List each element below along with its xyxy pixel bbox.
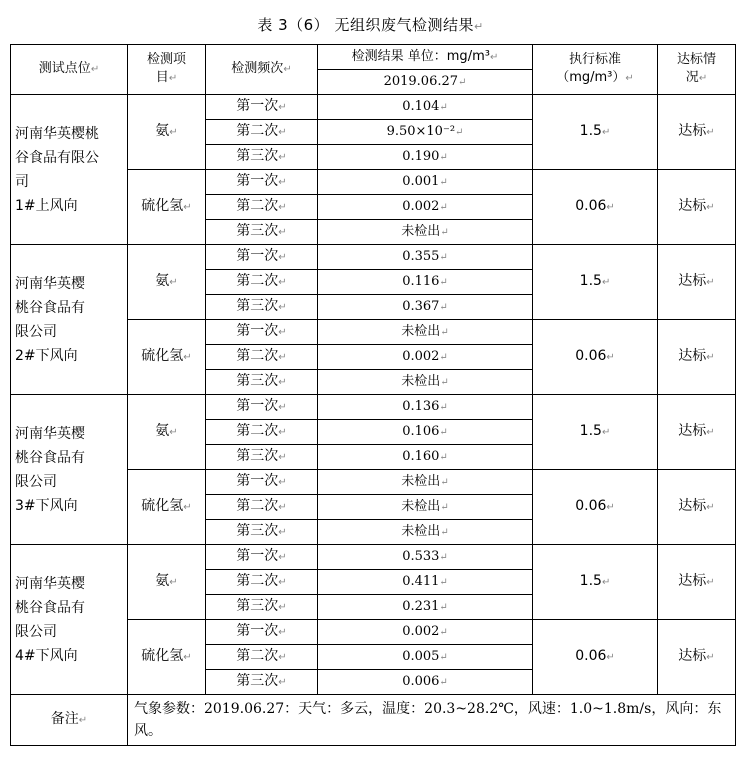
paragraph-mark-icon: ↵ [440,226,449,238]
paragraph-mark-icon: ↵ [278,452,287,463]
compliance-status [658,395,736,470]
paragraph-mark-icon: ↵ [183,652,192,663]
sampling-frequency [206,620,318,645]
measured-value [318,120,533,145]
measured-value-text: 0.106 [402,423,440,439]
table-row [11,395,736,420]
site-name-line: 河南华英樱桃 [15,125,99,142]
paragraph-mark-icon: ↵ [278,327,287,338]
header-compliance: 达标情 况↵ [658,45,736,95]
pollutant-item [128,470,206,545]
compliance-status-text: 达标 [678,123,707,139]
paragraph-mark-icon: ↵ [706,652,715,663]
site-name-line: 3#下风向 [15,497,78,514]
paragraph-mark-icon: ↵ [278,152,287,163]
compliance-status-text: 达标 [678,498,707,514]
paragraph-mark-icon: ↵ [278,527,287,538]
measured-value [318,145,533,170]
paragraph-mark-icon: ↵ [439,251,448,263]
measured-value-text: 未检出 [401,323,441,339]
pollutant-item-text: 氨 [155,423,170,439]
note-label [11,695,128,746]
paragraph-mark-icon: ↵ [278,677,287,688]
site-name-line: 2#下风向 [15,347,78,364]
measured-value-text: 未检出 [401,223,441,239]
site-name-line: 河南华英樱 [15,425,85,442]
site-name-line: 谷食品有限公 [15,149,99,166]
site-name-line: 限公司 [15,323,57,340]
site-name [11,545,128,695]
paragraph-mark-icon: ↵ [183,502,192,513]
paragraph-mark-icon: ↵ [278,502,287,513]
site-name [11,245,128,395]
standard-limit-text: 1.5 [579,423,602,439]
sampling-frequency-text: 第一次 [236,398,279,414]
compliance-status-text: 达标 [678,573,707,589]
measured-value [318,420,533,445]
measured-value [318,195,533,220]
paragraph-mark-icon: ↵ [169,277,178,288]
measured-value-text: 0.231 [402,598,440,614]
sampling-frequency [206,470,318,495]
site-name-line: 河南华英樱 [15,575,85,592]
site-name-line: 桃谷食品有 [15,299,85,316]
paragraph-mark-icon: ↵ [278,652,287,663]
paragraph-mark-icon: ↵ [278,177,287,188]
note-label-text: 备注 [50,711,79,727]
measured-value [318,320,533,345]
pollutant-item [128,245,206,320]
paragraph-mark-icon: ↵ [439,576,448,588]
site-name [11,395,128,545]
header-item: 检测项 目↵ [128,45,206,95]
measured-value-text: 9.50×10⁻² [386,123,456,139]
sampling-frequency-text: 第一次 [236,323,279,339]
measured-value-text: 0.001 [402,173,440,189]
paragraph-mark-icon: ↵ [278,552,287,563]
paragraph-mark-icon: ↵ [440,326,449,338]
pollutant-item-text: 氨 [155,573,170,589]
sampling-frequency-text: 第二次 [236,198,279,214]
site-name-line: 司 [15,173,29,190]
header-frequency: 检测频次↵ [206,45,318,95]
sampling-frequency-text: 第三次 [236,598,279,614]
paragraph-mark-icon: ↵ [606,202,615,213]
paragraph-mark-icon: ↵ [706,502,715,513]
paragraph-mark-icon: ↵ [278,102,287,113]
paragraph-mark-icon: ↵ [278,627,287,638]
sampling-frequency-text: 第一次 [236,548,279,564]
paragraph-mark-icon: ↵ [169,577,178,588]
compliance-status-text: 达标 [678,348,707,364]
sampling-frequency [206,145,318,170]
paragraph-mark-icon: ↵ [278,427,287,438]
sampling-frequency [206,545,318,570]
measured-value [318,645,533,670]
sampling-frequency [206,495,318,520]
compliance-status [658,470,736,545]
measured-value-text: 0.136 [402,398,440,414]
measured-value [318,495,533,520]
paragraph-mark-icon: ↵ [439,176,448,188]
paragraph-mark-icon: ↵ [183,202,192,213]
pollutant-item-text: 氨 [155,123,170,139]
paragraph-mark-icon: ↵ [278,352,287,363]
measured-value-text: 0.116 [402,273,440,289]
paragraph-mark-icon: ↵ [439,151,448,163]
sampling-frequency [206,570,318,595]
pollutant-item-text: 硫化氢 [141,648,184,664]
pollutant-item [128,95,206,170]
sampling-frequency-text: 第三次 [236,448,279,464]
compliance-status [658,245,736,320]
sampling-frequency-text: 第三次 [236,373,279,389]
paragraph-mark-icon: ↵ [169,127,178,138]
measured-value [318,370,533,395]
measured-value [318,520,533,545]
sampling-frequency [206,645,318,670]
paragraph-mark-icon: ↵ [278,227,287,238]
sampling-frequency-text: 第一次 [236,98,279,114]
paragraph-mark-icon: ↵ [440,476,449,488]
pollutant-item-text: 硫化氢 [141,498,184,514]
table-row [11,545,736,570]
compliance-status [658,320,736,395]
paragraph-mark-icon: ↵ [601,427,611,438]
measured-value [318,245,533,270]
paragraph-mark-icon: ↵ [440,526,449,538]
standard-limit-text: 1.5 [579,273,602,289]
sampling-frequency [206,595,318,620]
measured-value [318,295,533,320]
sampling-frequency [206,270,318,295]
pollutant-item [128,545,206,620]
site-name [11,95,128,245]
standard-limit [533,470,658,545]
measured-value-text: 0.002 [402,623,440,639]
paragraph-mark-icon: ↵ [440,376,449,388]
paragraph-mark-icon: ↵ [278,402,287,413]
sampling-frequency [206,120,318,145]
sampling-frequency-text: 第三次 [236,523,279,539]
measured-value [318,395,533,420]
sampling-frequency-text: 第二次 [236,348,279,364]
note-text [128,695,736,746]
compliance-status-text: 达标 [678,273,707,289]
standard-limit [533,320,658,395]
measured-value-text: 0.411 [402,573,440,589]
site-name-line: 河南华英樱 [15,275,85,292]
standard-limit [533,170,658,245]
pollutant-item-text: 硫化氢 [141,198,184,214]
pollutant-item [128,320,206,395]
compliance-status [658,545,736,620]
compliance-status-text: 达标 [678,423,707,439]
paragraph-mark-icon: ↵ [278,202,287,213]
standard-limit-text: 0.06 [575,198,607,214]
paragraph-mark-icon: ↵ [706,277,715,288]
paragraph-mark-icon: ↵ [440,501,449,513]
sampling-frequency [206,345,318,370]
sampling-frequency [206,95,318,120]
paragraph-mark-icon: ↵ [278,302,287,313]
sampling-frequency [206,245,318,270]
measured-value-text: 0.190 [402,148,440,164]
sampling-frequency-text: 第三次 [236,223,279,239]
sampling-frequency [206,370,318,395]
paragraph-mark-icon: ↵ [606,352,615,363]
paragraph-mark-icon: ↵ [278,377,287,388]
compliance-status-text: 达标 [678,198,707,214]
paragraph-mark-icon: ↵ [439,601,448,613]
sampling-frequency-text: 第三次 [236,298,279,314]
measured-value [318,95,533,120]
paragraph-mark-icon: ↵ [439,551,448,563]
paragraph-mark-icon: ↵ [439,676,448,688]
sampling-frequency [206,445,318,470]
paragraph-mark-icon: ↵ [439,101,448,113]
pollutant-item [128,395,206,470]
compliance-status [658,170,736,245]
paragraph-mark-icon: ↵ [78,715,88,726]
paragraph-mark-icon: ↵ [601,277,611,288]
pollutant-item [128,620,206,695]
site-name-line: 桃谷食品有 [15,449,85,466]
standard-limit-text: 0.06 [575,648,607,664]
sampling-frequency [206,670,318,695]
paragraph-mark-icon: ↵ [706,352,715,363]
sampling-frequency-text: 第一次 [236,623,279,639]
paragraph-mark-icon: ↵ [278,602,287,613]
sampling-frequency-text: 第二次 [236,648,279,664]
pollutant-item [128,170,206,245]
measured-value [318,670,533,695]
standard-limit-text: 1.5 [579,123,602,139]
sampling-frequency-text: 第二次 [236,273,279,289]
measured-value-text: 0.006 [402,673,440,689]
measured-value [318,270,533,295]
table-title: 表 3（6） 无组织废气检测结果↵ [257,16,484,34]
measured-value-text: 0.367 [402,298,440,314]
measured-value-text: 未检出 [401,498,441,514]
paragraph-mark-icon: ↵ [606,502,615,513]
paragraph-mark-icon: ↵ [439,626,448,638]
paragraph-mark-icon: ↵ [439,201,448,213]
sampling-frequency-text: 第二次 [236,123,279,139]
measured-value [318,220,533,245]
measured-value-text: 未检出 [401,473,441,489]
sampling-frequency-text: 第二次 [236,573,279,589]
standard-limit [533,245,658,320]
pollutant-item-text: 氨 [155,273,170,289]
measured-value [318,470,533,495]
measured-value [318,345,533,370]
standard-limit [533,545,658,620]
weather-parameters: 气象参数：2019.06.27：天气：多云，温度：20.3~28.2℃，风速：1.0~1.8m/s，风向：东风。 [134,701,722,739]
paragraph-mark-icon: ↵ [169,427,178,438]
compliance-status-text: 达标 [678,648,707,664]
site-name-line: 1#上风向 [15,197,78,214]
paragraph-mark-icon: ↵ [439,426,448,438]
paragraph-mark-icon: ↵ [706,202,715,213]
sampling-frequency [206,320,318,345]
site-name-line: 限公司 [15,623,57,640]
standard-limit [533,395,658,470]
paragraph-mark-icon: ↵ [706,127,715,138]
paragraph-mark-icon: ↵ [439,401,448,413]
measured-value-text: 0.533 [402,548,440,564]
measured-value [318,545,533,570]
header-site: 测试点位↵ [11,45,128,95]
measured-value-text: 未检出 [401,523,441,539]
measured-value [318,570,533,595]
measured-value-text: 0.002 [402,198,440,214]
sampling-frequency [206,220,318,245]
measured-value [318,445,533,470]
sampling-frequency [206,520,318,545]
site-name-line: 桃谷食品有 [15,599,85,616]
header-row [11,45,736,70]
paragraph-mark-icon: ↵ [606,652,615,663]
header-result-unit: 检测结果 单位：mg/m³↵ [318,45,533,70]
measured-value [318,170,533,195]
paragraph-mark-icon: ↵ [278,477,287,488]
site-name-line: 4#下风向 [15,647,78,664]
sampling-frequency-text: 第一次 [236,473,279,489]
paragraph-mark-icon: ↵ [601,127,611,138]
paragraph-mark-icon: ↵ [439,276,448,288]
paragraph-mark-icon: ↵ [439,451,448,463]
standard-limit-text: 0.06 [575,348,607,364]
table-row [11,245,736,270]
paragraph-mark-icon: ↵ [439,301,448,313]
paragraph-mark-icon: ↵ [706,427,715,438]
measured-value-text: 0.002 [402,348,440,364]
paragraph-mark-icon: ↵ [706,577,715,588]
sampling-frequency-text: 第二次 [236,498,279,514]
sampling-frequency [206,295,318,320]
emission-results-table [10,44,736,746]
paragraph-mark-icon: ↵ [278,577,287,588]
sampling-frequency [206,170,318,195]
measured-value-text: 未检出 [401,373,441,389]
site-name-line: 限公司 [15,473,57,490]
measured-value-text: 0.160 [402,448,440,464]
paragraph-mark-icon: ↵ [439,351,448,363]
note-row [11,695,736,746]
measured-value [318,595,533,620]
standard-limit [533,95,658,170]
measured-value-text: 0.355 [402,248,440,264]
compliance-status [658,95,736,170]
measured-value-text: 0.104 [402,98,440,114]
sampling-frequency [206,420,318,445]
sampling-frequency [206,395,318,420]
table-row [11,95,736,120]
measured-value-text: 0.005 [402,648,440,664]
paragraph-mark-icon: ↵ [439,651,448,663]
sampling-frequency-text: 第二次 [236,423,279,439]
sampling-frequency-text: 第三次 [236,148,279,164]
paragraph-mark-icon: ↵ [278,127,287,138]
standard-limit [533,620,658,695]
paragraph-mark-icon: ↵ [455,126,464,138]
header-standard: 执行标准 （mg/m³）↵ [533,45,658,95]
paragraph-mark-icon: ↵ [601,577,611,588]
measured-value [318,620,533,645]
sampling-frequency-text: 第三次 [236,673,279,689]
pollutant-item-text: 硫化氢 [141,348,184,364]
paragraph-mark-icon: ↵ [183,352,192,363]
standard-limit-text: 0.06 [575,498,607,514]
sampling-frequency-text: 第一次 [236,173,279,189]
sampling-frequency [206,195,318,220]
sampling-frequency-text: 第一次 [236,248,279,264]
standard-limit-text: 1.5 [579,573,602,589]
compliance-status [658,620,736,695]
header-date: 2019.06.27↵ [318,70,533,95]
paragraph-mark-icon: ↵ [278,252,287,263]
paragraph-mark-icon: ↵ [278,277,287,288]
